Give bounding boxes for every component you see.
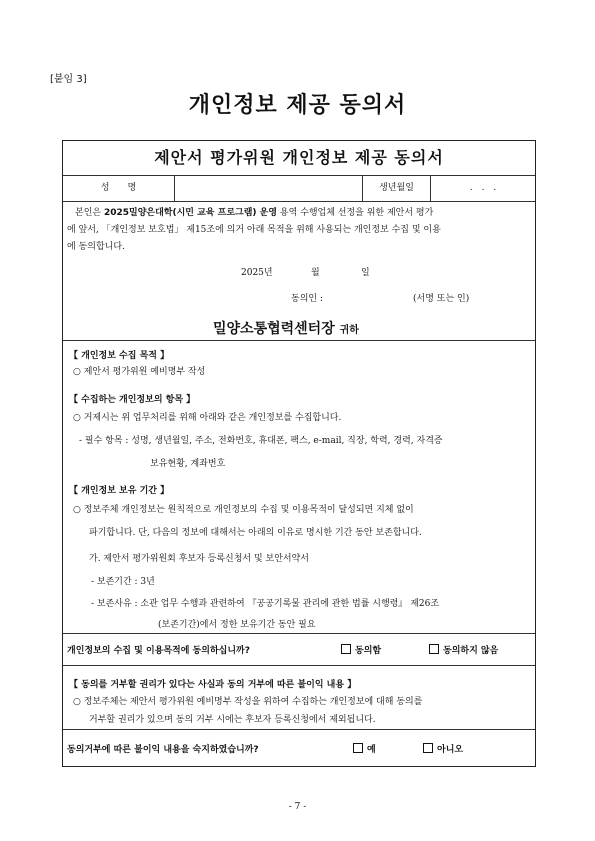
form-title: 제안서 평가위원 개인정보 제공 동의서	[154, 148, 444, 167]
intro-project: 2025밀양은대학(시민 교육 프로그램) 운영	[103, 208, 278, 218]
items-line-1: ○ 거제시는 위 업무처리를 위해 아래와 같은 개인정보를 수집합니다.	[73, 413, 342, 423]
ack-no-label: 아니오	[437, 745, 464, 755]
consent-yes-option[interactable]	[341, 643, 381, 656]
signer-label: 동의인 :	[291, 294, 323, 304]
ack-no-option[interactable]	[423, 742, 463, 755]
consent-yes-label: 동의함	[355, 646, 382, 656]
retention-line-3: 가. 제안서 평가위원회 후보자 등록신청서 및 보안서약서	[89, 554, 309, 564]
birth-label: 생년월일	[363, 176, 431, 201]
ack-question: 동의거부에 따른 불이익 내용을 숙지하였습니까?	[67, 745, 259, 755]
date-month: 월	[311, 268, 320, 278]
attachment-label: [붙임 3]	[50, 74, 87, 85]
consent-no-option[interactable]	[429, 643, 498, 656]
items-line-2: - 필수 항목 : 성명, 생년월일, 주소, 전화번호, 휴대폰, 팩스, e-mail, 직장, 학력, 경력, 자격증	[79, 436, 443, 446]
ack-yes-checkbox[interactable]	[353, 743, 363, 753]
consent-form	[62, 140, 536, 767]
refusal-title: 【 동의를 거부할 권리가 있다는 사실과 동의 거부에 따른 불이익 내용 】	[69, 680, 357, 690]
consent-question-row	[63, 633, 535, 665]
addressee	[213, 318, 359, 338]
name-label: 성 명	[63, 176, 175, 201]
birth-field[interactable]: . . .	[469, 183, 497, 193]
intro-rest: 용역 수행업체 선정을 위한 제안서 평가	[277, 208, 434, 218]
page-number: - 7 -	[288, 802, 307, 812]
retention-line-5: - 보존사유 : 소관 업무 수행과 관련하여 『공공기록물 관리에 관한 법률 시행령』 제26조	[91, 599, 440, 609]
details-section	[63, 340, 535, 633]
retention-line-4: - 보존기간 : 3년	[91, 577, 155, 587]
ack-yes-label: 예	[367, 745, 376, 755]
intro-line-2: 에 앞서, 「개인정보 보호법」 제15조에 의거 아래 목적을 위해 사용되는 개인정보 수집 및 이용	[67, 225, 441, 235]
document-title: 개인정보 제공 동의서	[188, 93, 407, 118]
refusal-section	[63, 665, 535, 729]
consent-no-label: 동의하지 않음	[443, 646, 499, 656]
ack-yes-option[interactable]	[353, 742, 376, 755]
date-day: 일	[361, 268, 370, 278]
items-title: 【 수집하는 개인정보의 항목 】	[69, 395, 196, 405]
intro-line-1	[75, 205, 433, 222]
retention-line-6: (보존기간)에서 정한 보유기간 동안 필요	[158, 620, 316, 630]
name-birth-row	[63, 175, 535, 201]
refusal-line-2: 거부할 권리가 있으며 동의 거부 시에는 후보자 등록신청에서 제외됩니다.	[89, 715, 376, 725]
consent-question: 개인정보의 수집 및 이용목적에 동의하십니까?	[67, 646, 250, 656]
items-line-3: 보유현황, 계좌번호	[150, 459, 226, 469]
retention-title: 【 개인정보 보유 기간 】	[69, 486, 170, 496]
addressee-suffix: 귀하	[339, 325, 359, 336]
retention-line-2: 파기합니다. 단, 다음의 정보에 대해서는 아래의 이유로 명시한 기간 동안 보존합니다.	[89, 528, 422, 538]
ack-no-checkbox[interactable]	[423, 743, 433, 753]
consent-statement	[63, 201, 535, 340]
retention-line-1: ○ 정보주체 개인정보는 원칙적으로 개인정보의 수집 및 이용목적이 달성되면 지체 없이	[73, 505, 414, 515]
purpose-item: ○ 제안서 평가위원 예비명부 작성	[73, 367, 206, 377]
intro-prefix: 본인은	[75, 208, 104, 218]
ack-question-row	[63, 729, 535, 766]
intro-line-3: 에 동의합니다.	[67, 242, 125, 252]
addressee-name: 밀양소통협력센터장	[213, 321, 335, 337]
signature-note: (서명 또는 인)	[413, 294, 470, 304]
consent-yes-checkbox[interactable]	[341, 644, 351, 654]
consent-no-checkbox[interactable]	[429, 644, 439, 654]
name-field[interactable]	[175, 176, 363, 201]
date-year: 2025년	[241, 268, 273, 278]
purpose-title: 【 개인정보 수집 목적 】	[69, 351, 170, 361]
refusal-line-1: ○ 정보주체는 제안서 평가위원 예비명부 작성을 위하여 수집하는 개인정보에 대해 동의를	[73, 697, 423, 707]
